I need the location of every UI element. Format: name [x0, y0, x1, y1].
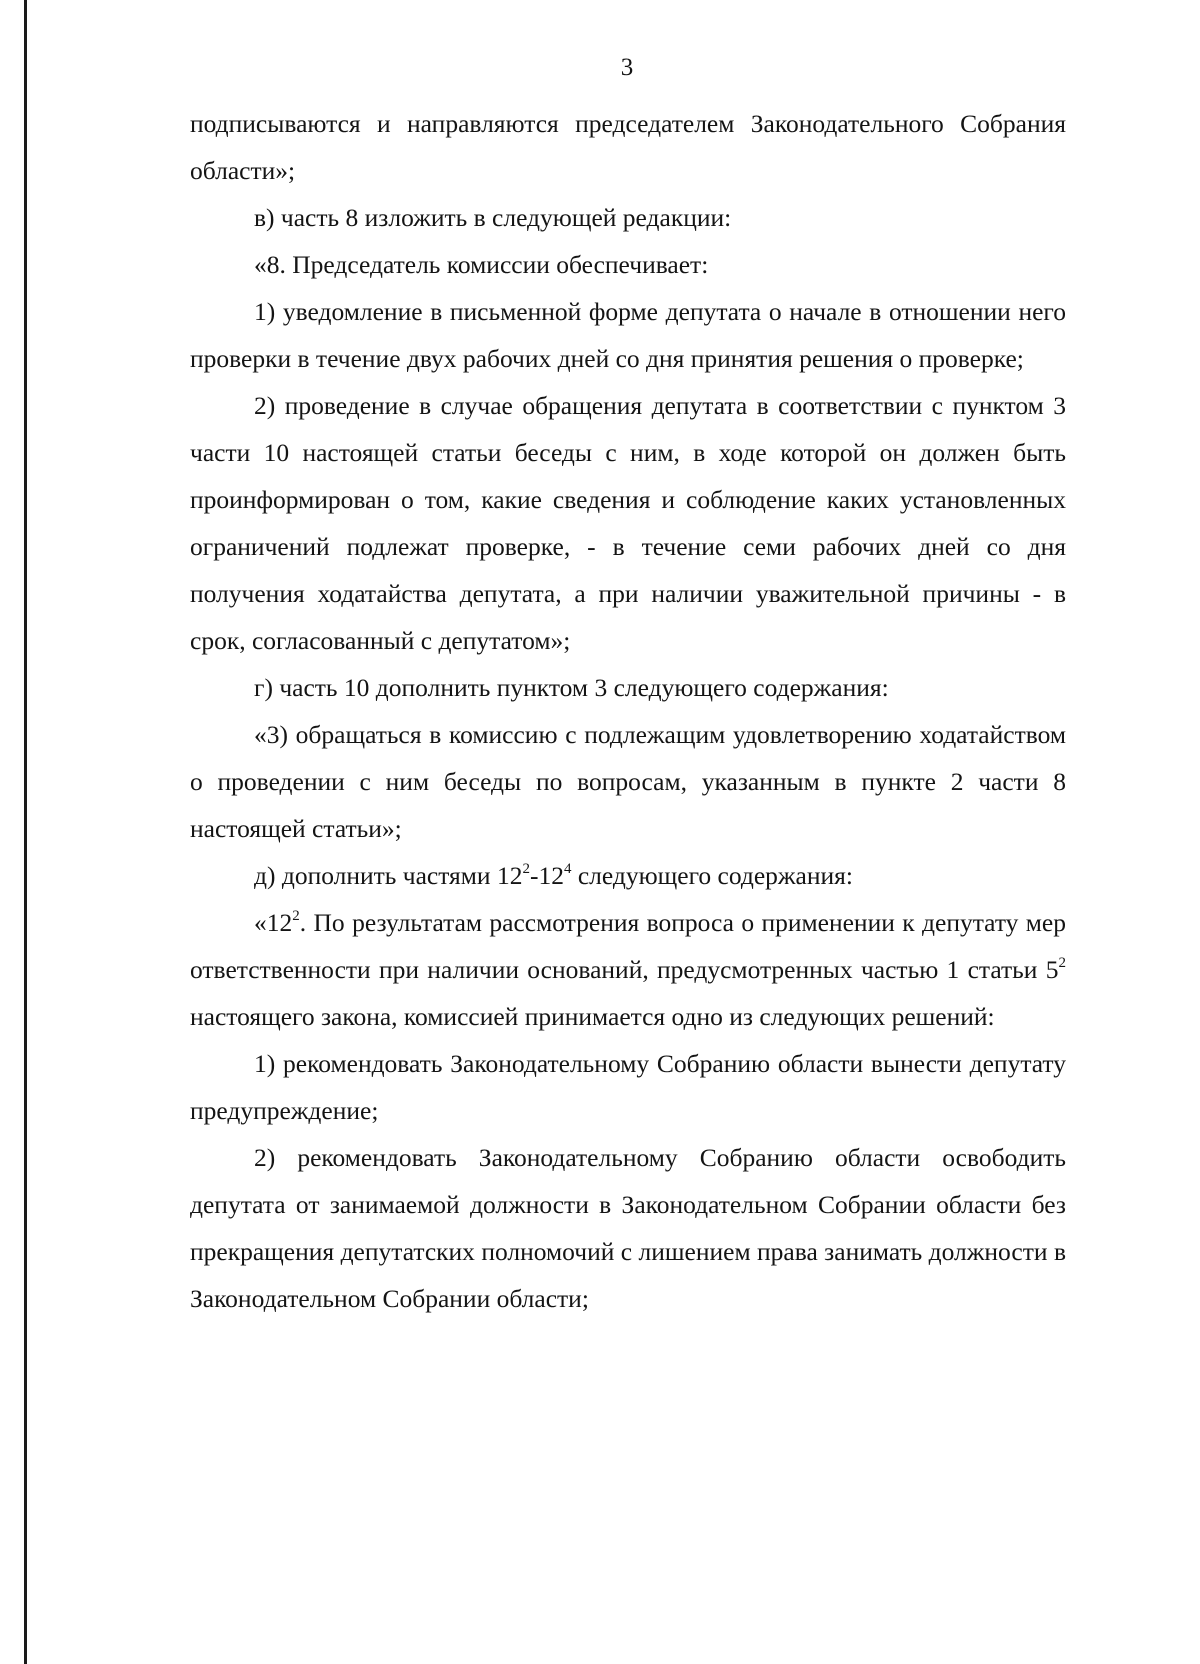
superscript: 4	[563, 860, 572, 877]
text-fragment: следующего содержания:	[571, 861, 853, 890]
paragraph-item-2-conversation: 2) проведение в случае обращения депутата в соответствии с пунктом 3 части 10 настоящей статьи беседы с ним, в ходе которой он должен быть проинформирован о том, какие сведения и соблюдение каких установленных ограничений подлежат проверке, - в течение семи рабочих дней со дня получения ходатайства депутата, а при наличии уважительной причины - в срок, согласованный с депутатом»;	[190, 391, 1066, 655]
paragraph-item-3-petition: «3) обращаться в комиссию с подлежащим удовлетворению ходатайством о проведении с ним беседы по вопросам, указанным в пункте 2 части 8 настоящей статьи»;	[190, 720, 1066, 843]
text-fragment: . По результатам рассмотрения вопроса о применении к депутату мер ответственности при наличии оснований, предусмотренных частью 1 статьи 5	[190, 908, 1066, 984]
scan-edge-line	[24, 0, 27, 1664]
paragraph-item-g: г) часть 10 дополнить пунктом 3 следующего содержания:	[254, 673, 889, 702]
paragraph-decision-1: 1) рекомендовать Законодательному Собранию области вынести депутату предупреждение;	[190, 1049, 1066, 1125]
paragraph-continuation: подписываются и направляются председателем Законодательного Собрания области»;	[190, 109, 1066, 185]
text-fragment: д) дополнить частями 12	[254, 861, 523, 890]
document-body	[190, 100, 1066, 1322]
paragraph-decision-2: 2) рекомендовать Законодательному Собранию области освободить депутата от занимаемой должности в Законодательном Собрании области без прекращения депутатских полномочий с лишением права занимать должности в Законодательном Собрании области;	[190, 1143, 1066, 1313]
text-fragment: -12	[529, 861, 564, 890]
paragraph-item-d	[190, 852, 1066, 899]
superscript: 2	[1058, 954, 1066, 971]
paragraph-item-v: в) часть 8 изложить в следующей редакции:	[254, 203, 732, 232]
paragraph-part-8: «8. Председатель комиссии обеспечивает:	[254, 250, 709, 279]
paragraph-part-12-2	[190, 899, 1066, 1040]
text-fragment: настоящего закона, комиссией принимается одно из следующих решений:	[190, 1002, 995, 1031]
text-fragment: «12	[254, 908, 293, 937]
page-number: 3	[620, 54, 634, 81]
superscript: 2	[292, 907, 300, 924]
paragraph-item-1-notification: 1) уведомление в письменной форме депутата о начале в отношении него проверки в течение двух рабочих дней со дня принятия решения о проверке;	[190, 297, 1066, 373]
superscript: 2	[522, 860, 530, 877]
